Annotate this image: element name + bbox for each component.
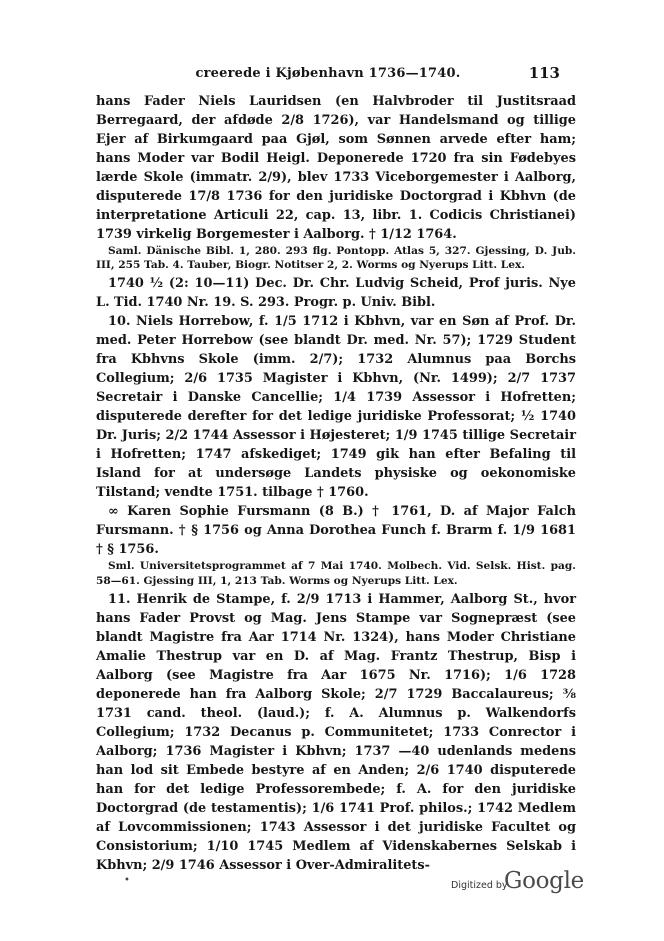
running-head [96, 66, 560, 86]
entry-11-stampe: 11. Henrik de Stampe, f. 2/9 1713 i Hammer, Aalborg St., hvor hans Fader Provst og Mag. Jens Stampe var Sognepræst (see blandt Magistre fra Aar 1714 Nr. 1324), hans Moder Christiane Amalie Thestrup var en D. af Mag. Frantz Thestrup, Bisp i Aalborg (see Magistre fra Aar 1675 Nr. 1716); 1/6 1728 deponerede han fra Aalborg Skole; 2/7 1729 Baccalaureus; ⅜ 1731 cand. theol. (laud.); f. A. Alumnus p. Walkendorfs Collegium; 1732 Decanus p. Communitetet; 1733 Conrector i Aalborg; 1736 Magister i Kbhvn; 1737 —40 udenlands medens han lod sit Embede bestyre af en Anden; 2/6 1740 disputerede han for det ledige Professorembede; f. A. for den juridiske Doctorgrad (de testamentis); 1/6 1741 Prof. philos.; 1742 Medlem af Lovcommissionen; 1743 Assessor i det juridiske Facultet og Consistorium; 1/10 1745 Medlem af Videnskabernes Selskab i Kbhvn; 2/9 1746 Assessor i Over-Admiralitets- [96, 591, 576, 873]
running-title: creerede i Kjøbenhavn 1736—1740. [195, 66, 461, 81]
paragraph-birkum-continuation: hans Fader Niels Lauridsen (en Halvbroder til Justitsraad Berregaard, der afdøde 2/8 1726), var Handelsmand og tillige Ejer af Birkumgaard paa Gjøl, som Sønnen arvede efter ham; hans Moder var Bodil Heigl. Deponerede 1720 fra sin Fødebyes lærde Skole (immatr. 2/9), blev 1733 Viceborgemester i Aalborg, disputerede 17/8 1736 for den juridiske Doctorgrad i Kbhvn (de interpretatione Articuli 22, cap. 13, libr. 1. Codicis Christianei) 1739 virkelig Borgemester i Aalborg. † 1/12 1764. [96, 94, 576, 242]
source-note-1: Saml. Dänische Bibl. 1, 280. 293 flg. Pontopp. Atlas 5, 327. Gjessing, D. Jub. III, 255 Tab. 4. Tauber, Biogr. Notitser 2, 2. Worms og Nyerups Litt. Lex. [96, 245, 576, 272]
page-number: 113 [528, 64, 560, 82]
entry-10-horrebow: 10. Niels Horrebow, f. 1/5 1712 i Kbhvn, var en Søn af Prof. Dr. med. Peter Horrebow (see blandt Dr. med. Nr. 57); 1729 Student fra Kbhvns Skole (imm. 2/7); 1732 Alumnus paa Borchs Collegium; 2/6 1735 Magister i Kbhvn, (Nr. 1499); 2/7 1737 Secretair i Danske Cancellie; 1/4 1739 Assessor i Hofretten; disputerede derefter for det ledige juridiske Professorat; ½ 1740 Dr. Juris; 2/2 1744 Assessor i Højesteret; 1/9 1745 tillige Secretair i Hofretten; 1747 afskediget; 1749 gik han efter Befaling til Island for at undersøge Landets physiske og oekonomiske Tilstand; vendte 1751. tilbage † 1760. [96, 314, 576, 501]
page-body [96, 92, 576, 875]
entry-horrebow-marriage: ∞ Karen Sophie Fursmann (8 B.) † 1761, D. af Major Falch Fursmann. † § 1756 og Anna Dorothea Funch f. Brarm f. 1/9 1681 † § 1756. [96, 504, 576, 558]
source-note-2: Sml. Universitetsprogrammet af 7 Mai 1740. Molbech. Vid. Selsk. Hist. pag. 58—61. Gjessing III, 1, 213 Tab. Worms og Nyerups Litt. Lex. [96, 560, 576, 587]
google-logo: Google [504, 868, 584, 894]
bottom-mark: • [124, 875, 130, 886]
digitized-by-google-watermark [451, 868, 601, 898]
entry-1740-scheid: 1740 ½ (2: 10—11) Dec. Dr. Chr. Ludvig Scheid, Prof juris. Nye L. Tid. 1740 Nr. 19. S. 293. Progr. p. Univ. Bibl. [96, 276, 576, 311]
digitized-label: Digitized by [451, 880, 508, 891]
